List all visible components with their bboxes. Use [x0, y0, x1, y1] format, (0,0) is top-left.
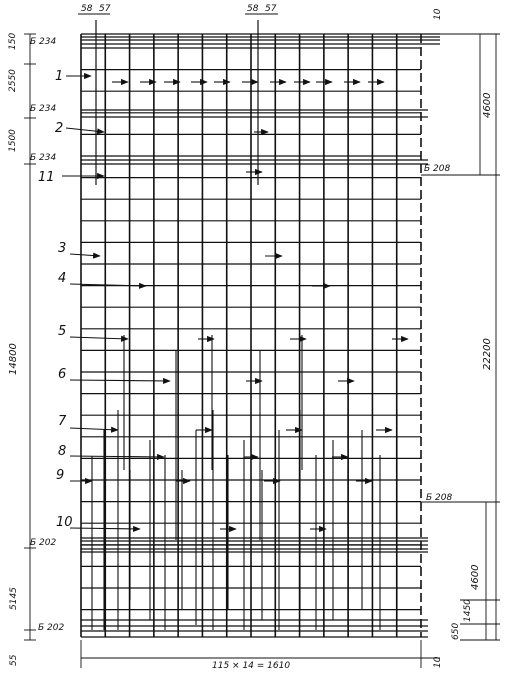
left-dimensions [8, 33, 19, 610]
bar-mark-10: 10 [56, 515, 73, 530]
left-tag-1: Б 234 [30, 37, 57, 47]
bottom-dim-spacing: 115 × 14 = 1610 [212, 661, 291, 671]
left-dim-1500: 1500 [8, 129, 18, 152]
left-tag-3: Б 234 [30, 153, 57, 163]
left-tag-5: Б 202 [38, 623, 65, 633]
leader-2 [66, 128, 104, 132]
bar-mark-9: 9 [56, 468, 65, 483]
right-dim-650: 650 [451, 622, 461, 640]
leader-3 [70, 254, 100, 256]
bar-mark-2: 2 [55, 121, 64, 136]
right-dim-4600-bottom: 4600 [470, 564, 481, 590]
corner-dim-bottom-right: 10 [433, 656, 443, 668]
right-dim-22200: 22200 [482, 338, 493, 370]
bar-mark-3: 3 [58, 241, 67, 256]
leader-6 [70, 380, 170, 381]
left-dim-5145: 5145 [9, 587, 19, 610]
top-dim-4: 57 [265, 4, 277, 14]
leader-7 [70, 428, 118, 430]
corner-dim-bottom-left: 55 [9, 654, 19, 666]
bar-mark-6: 6 [58, 367, 67, 382]
bar-mark-1: 1 [55, 69, 64, 84]
bar-mark-7: 7 [58, 414, 67, 429]
bar-marks [38, 69, 73, 530]
corner-dim-top-right: 10 [433, 8, 443, 20]
left-tag-4: Б 202 [30, 538, 57, 548]
left-dim-2550: 2550 [8, 69, 18, 92]
right-tag-2: Б 208 [426, 493, 453, 503]
right-tags [424, 164, 452, 503]
top-dimensions [81, 4, 277, 14]
right-tag-1: Б 208 [424, 164, 451, 174]
left-dim-150: 150 [8, 32, 18, 50]
rebar-grid [81, 20, 440, 637]
right-dim-4600-top: 4600 [482, 92, 493, 118]
leader-5 [70, 337, 128, 339]
bar-mark-5: 5 [58, 324, 67, 339]
bar-mark-11: 11 [38, 170, 55, 185]
left-dim-14800: 14800 [8, 343, 19, 375]
left-tag-2: Б 234 [30, 104, 57, 114]
top-dim-1: 58 [81, 4, 93, 14]
right-dim-1450: 1450 [463, 599, 473, 622]
bar-mark-leaders [62, 76, 408, 529]
bar-mark-8: 8 [58, 444, 67, 459]
bar-mark-4: 4 [58, 271, 67, 286]
top-dim-3: 58 [247, 4, 259, 14]
top-dim-2: 57 [99, 4, 111, 14]
